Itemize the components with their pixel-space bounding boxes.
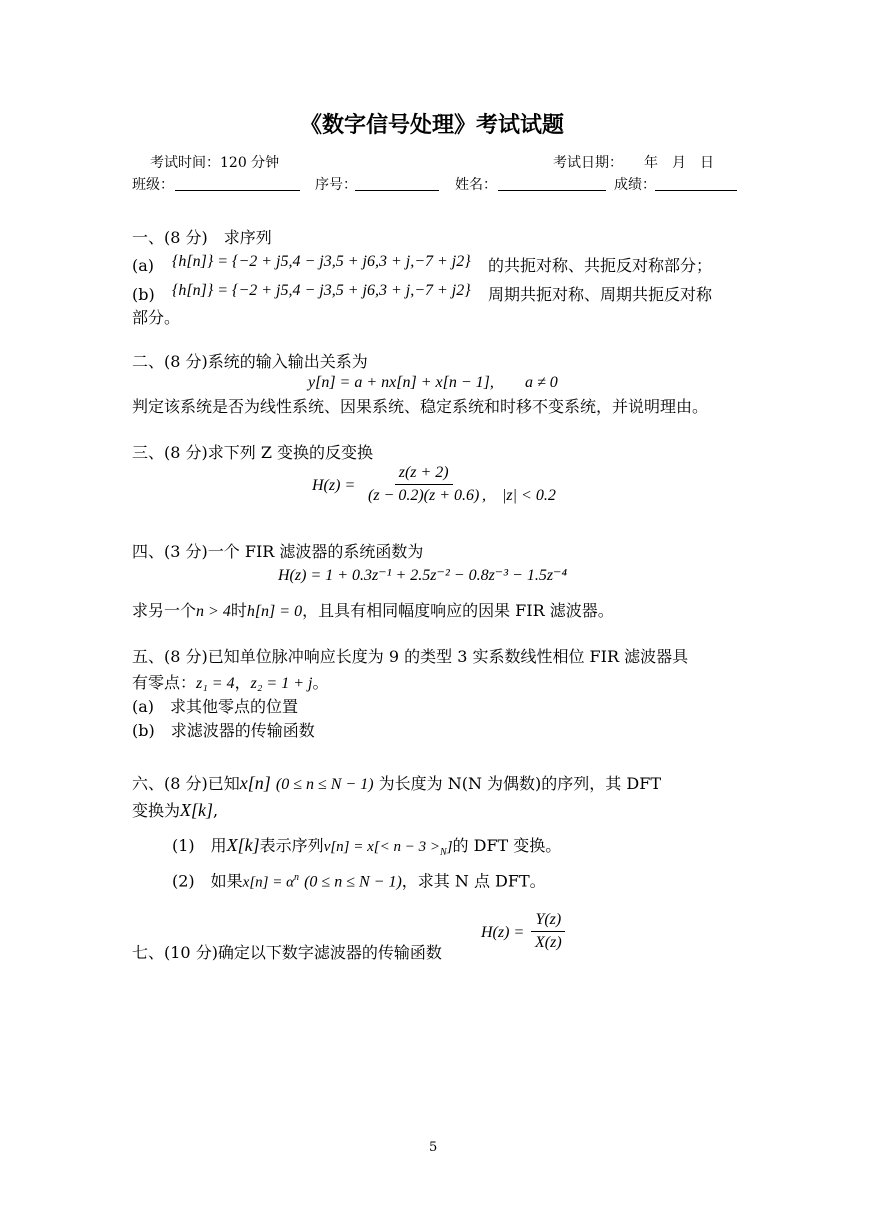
q7-lhs: H(z) = <box>481 924 525 941</box>
q3-lhs: H(z) = <box>312 477 356 494</box>
q6-p2-text2: ，求其 N 点 DFT。 <box>401 871 546 891</box>
q6-p1-Xk: X[k] <box>226 835 260 855</box>
q4-text1: 求另一个 <box>132 601 197 620</box>
q3-condition: , |z| < 0.2 <box>482 487 556 504</box>
seq-blank <box>355 172 439 191</box>
q3-denominator: (z − 0.2)(z + 0.6) <box>368 487 480 504</box>
q7-numerator: Y(z) <box>531 909 565 932</box>
q5-line2 <box>132 673 328 694</box>
q5-end: 。 <box>312 673 329 692</box>
q5-part-a: (a) 求其他零点的位置 <box>132 697 299 716</box>
q4-text3: ，且具有相同幅度响应的因果 FIR 滤波器。 <box>302 601 614 620</box>
q6-p2-xn: x[n] = α <box>242 874 294 891</box>
q1-a-text: 的共扼对称、共扼反对称部分； <box>488 256 713 275</box>
q6-part2 <box>172 868 546 892</box>
q4-cond-h: h[n] = 0 <box>246 603 303 620</box>
q1-b-expr: {h[n]} = {−2 + j5,4 − j3,5 + j6,3 + j,−7 + j2} <box>172 282 471 299</box>
class-label: 班级： <box>132 177 174 193</box>
score-label: 成绩： <box>614 177 656 193</box>
q5-line2-text: 有零点： <box>132 673 197 692</box>
exam-date: 考试日期： 年 月 日 <box>553 155 714 171</box>
q5-part-b: (b) 求滤波器的传输函数 <box>132 721 315 740</box>
q4-equation: H(z) = 1 + 0.3z⁻¹ + 2.5z⁻² − 0.8z⁻³ − 1.5z⁻⁴ <box>278 567 568 584</box>
q3-numerator: z(z + 2) <box>395 462 453 485</box>
q7-head: 七、(10 分)确定以下数字滤波器的传输函数 <box>132 943 442 962</box>
q1-a-tag: (a) <box>132 256 155 275</box>
q4-head: 四、(3 分)一个 FIR 滤波器的系统函数为 <box>132 542 424 561</box>
q6-p1-N: N <box>440 847 447 859</box>
name-blank <box>498 172 606 191</box>
q6-line2-text: 变换为 <box>132 801 181 820</box>
q1-head: 一、(8 分) 求序列 <box>132 228 272 247</box>
q6-line2-comma: , <box>213 801 219 820</box>
q3-head: 三、(8 分)求下列 Z 变换的反变换 <box>132 443 374 462</box>
q5-z2: z₂ = 1 + j <box>250 675 313 692</box>
q4-cond-n: n > 4 <box>196 603 231 620</box>
q6-p2-range: (0 ≤ n ≤ N − 1) <box>304 873 402 891</box>
q4-line2 <box>132 601 614 622</box>
q6-line1 <box>132 773 661 795</box>
q7-fraction <box>531 909 566 954</box>
q6-line2 <box>132 800 218 821</box>
q6-p1-text3: 的 DFT 变换。 <box>452 836 562 855</box>
q6-range: (0 ≤ n ≤ N − 1) <box>275 776 374 793</box>
name-label: 姓名： <box>455 177 497 193</box>
exam-time: 考试时间：120 分钟 <box>150 155 280 171</box>
q6-p2-sup: n <box>294 872 299 883</box>
exam-title: 《数字信号处理》考试试题 <box>300 112 565 138</box>
q5-sep: ， <box>234 673 251 692</box>
q1-b-tag: (b) <box>132 285 155 304</box>
class-blank <box>175 172 300 191</box>
page-number: 5 <box>429 1140 438 1155</box>
q6-Xk: X[k] <box>180 800 214 820</box>
q5-head: 五、(8 分)已知单位脉冲响应长度为 9 的类型 3 实系数线性相位 FIR 滤波器具 <box>132 647 689 666</box>
q6-head-a: 六、(8 分)已知 <box>132 774 240 793</box>
q6-head-b: 为长度为 N(N 为偶数)的序列，其 DFT <box>378 774 661 793</box>
q6-p1-text2: 表示序列 <box>259 836 324 855</box>
q6-part1 <box>172 835 561 863</box>
q2-head: 二、(8 分)系统的输入输出关系为 <box>132 352 368 371</box>
q6-xn: x[n] <box>239 773 271 793</box>
q5-z1: z₁ = 4 <box>196 675 235 692</box>
q6-p1-bracket: ] <box>446 839 453 855</box>
q3-fraction <box>364 462 483 507</box>
q1-b-text: 周期共扼对称、周期共扼反对称 <box>488 285 713 304</box>
q2-equation: y[n] = a + nx[n] + x[n − 1], <box>308 374 494 391</box>
q1-a-expr: {h[n]} = {−2 + j5,4 − j3,5 + j6,3 + j,−7 + j2} <box>172 253 471 270</box>
score-blank <box>655 172 737 191</box>
q4-text2: 时 <box>230 601 247 620</box>
q1-b-text2: 部分。 <box>132 308 181 327</box>
q2-condition: a ≠ 0 <box>525 374 558 391</box>
q2-text: 判定该系统是否为线性系统、因果系统、稳定系统和时移不变系统，并说明理由。 <box>132 397 709 416</box>
q7-denominator: X(z) <box>535 934 562 951</box>
q6-p1-text: (1) 用 <box>172 836 227 855</box>
q6-p2-text: (2) 如果 <box>172 871 243 891</box>
seq-label: 序号： <box>315 177 357 193</box>
q6-p1-vn: v[n] = x[< n − 3 > <box>323 839 441 855</box>
